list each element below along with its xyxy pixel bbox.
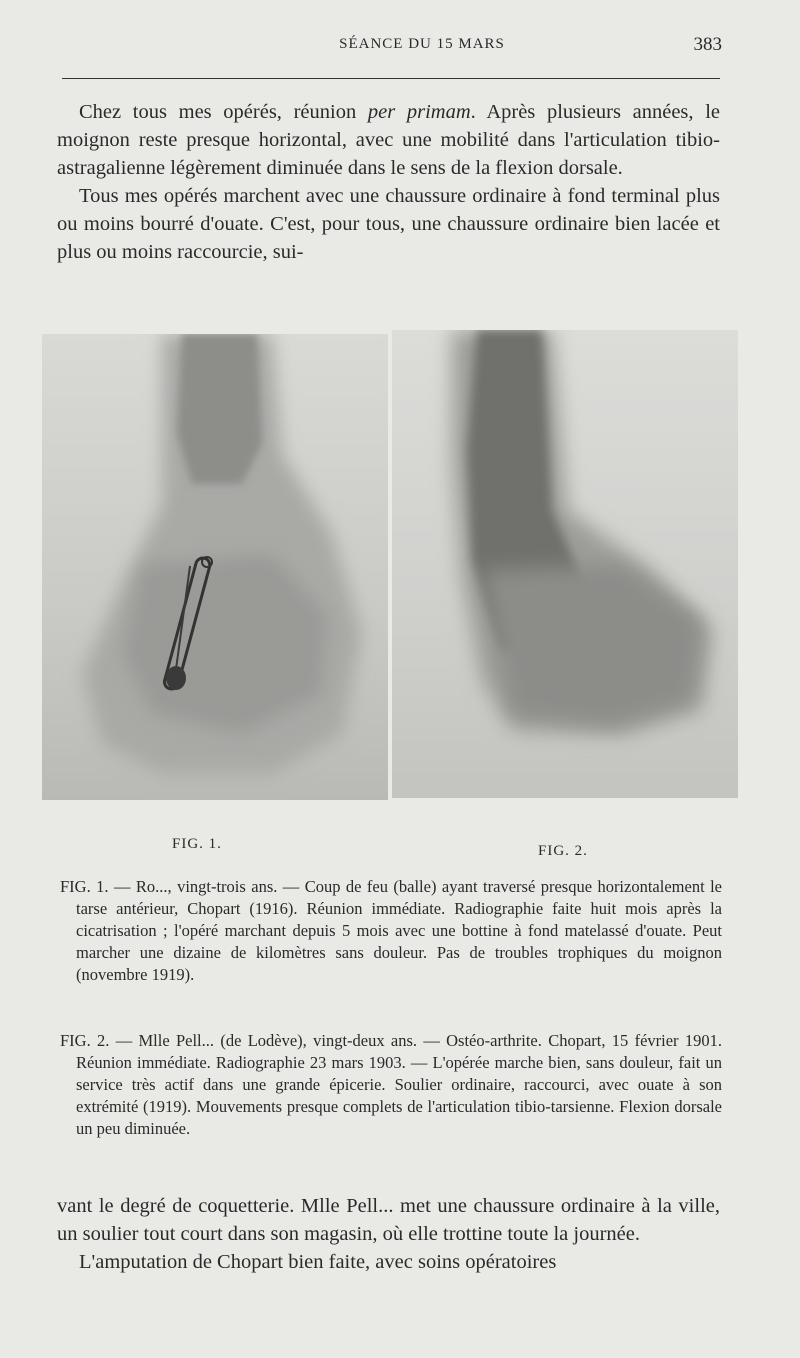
- running-title: SÉANCE DU 15 MARS: [339, 36, 505, 52]
- latin-phrase: per primam: [367, 101, 471, 123]
- radiograph-image-2: [392, 330, 738, 798]
- body-text-bottom: [57, 1192, 720, 1276]
- paragraph: Tous mes opérés marchent avec une chaussure ordinaire à fond terminal plus ou moins bourré d'ouate. C'est, pour tous, une chaussure ordinaire bien lacée et plus ou moins raccourcie, sui-: [57, 185, 720, 263]
- radiograph-image-1: [42, 334, 388, 800]
- figure-2-label: FIG. 2.: [538, 843, 588, 859]
- running-header: [62, 34, 722, 62]
- page-number: 383: [693, 34, 722, 55]
- figure-1-caption: FIG. 1. — Ro..., vingt-trois ans. — Coup de feu (balle) ayant traversé presque horizontalement le tarse antérieur, Chopart (1916). Réunion immédiate. Radiographie faite huit mois après la cicatrisation ; l'opéré marchant depuis 5 mois avec une bottine à fond matelassé d'ouate. Peut marcher une dizaine de kilomètres sans douleur. Pas de troubles trophiques du moignon (novembre 1919).: [60, 877, 722, 984]
- paragraph: vant le degré de coquetterie. Mlle Pell... met une chaussure ordinaire à la ville, un soulier tout court dans son magasin, où elle trottine toute la journée.: [57, 1195, 720, 1245]
- paragraph: Chez tous mes opérés, réunion per primam. Après plusieurs années, le moignon reste presque horizontal, avec une mobilité dans l'articulation tibio-astragalienne légèrement diminuée dans le sens de la flexion dorsale.: [57, 101, 720, 179]
- figure-2-caption: FIG. 2. — Mlle Pell... (de Lodève), vingt-deux ans. — Ostéo-arthrite. Chopart, 15 février 1901. Réunion immédiate. Radiographie 23 mars 1903. — L'opérée marche bien, sans douleur, fait un service très actif dans une grande épicerie. Soulier ordinaire, raccourci, avec ouate à son extrémité (1919). Mouvements presque complets de l'articulation tibio-tarsienne. Flexion dorsale un peu diminuée.: [60, 1031, 722, 1138]
- body-text-top: [57, 98, 720, 266]
- radiograph-figure-2: [392, 330, 738, 798]
- radiograph-figure-1: [42, 334, 388, 800]
- header-rule: [62, 78, 720, 79]
- paragraph: L'amputation de Chopart bien faite, avec soins opératoires: [79, 1251, 557, 1273]
- figure-1-label: FIG. 1.: [172, 836, 222, 852]
